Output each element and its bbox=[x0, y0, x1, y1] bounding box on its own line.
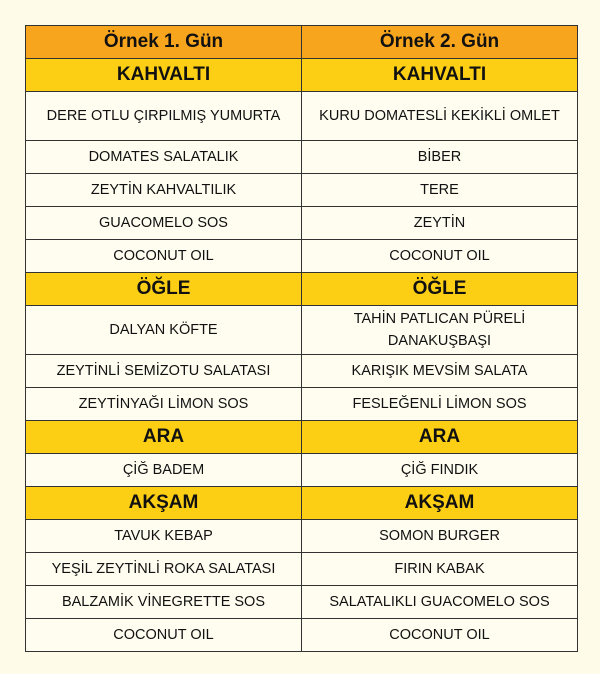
section-title: AKŞAM bbox=[302, 487, 578, 520]
table-row bbox=[26, 306, 578, 355]
table-row bbox=[26, 553, 578, 586]
meal-item: BALZAMİK VİNEGRETTE SOS bbox=[26, 586, 302, 619]
section-title: AKŞAM bbox=[26, 487, 302, 520]
table-row bbox=[26, 619, 578, 652]
section-title: ÖĞLE bbox=[302, 273, 578, 306]
meal-item: FIRIN KABAK bbox=[302, 553, 578, 586]
table-row bbox=[26, 388, 578, 421]
meal-item: DOMATES SALATALIK bbox=[26, 141, 302, 174]
day-2-header: Örnek 2. Gün bbox=[302, 26, 578, 59]
meal-item: TAVUK KEBAP bbox=[26, 520, 302, 553]
meal-item: COCONUT OIL bbox=[26, 240, 302, 273]
meal-item: COCONUT OIL bbox=[302, 240, 578, 273]
meal-item: ZEYTİNLİ SEMİZOTU SALATASI bbox=[26, 355, 302, 388]
table-row bbox=[26, 586, 578, 619]
meal-item: ÇİĞ BADEM bbox=[26, 454, 302, 487]
meal-item: COCONUT OIL bbox=[302, 619, 578, 652]
meal-item: COCONUT OIL bbox=[26, 619, 302, 652]
meal-item: SALATALIKLI GUACOMELO SOS bbox=[302, 586, 578, 619]
section-row-lunch bbox=[26, 273, 578, 306]
meal-plan-table bbox=[25, 25, 578, 652]
meal-item: TAHİN PATLICAN PÜRELİ DANAKUŞBAŞI bbox=[302, 306, 578, 355]
meal-item: ZEYTİN KAHVALTILIK bbox=[26, 174, 302, 207]
section-title: ÖĞLE bbox=[26, 273, 302, 306]
meal-item: TERE bbox=[302, 174, 578, 207]
section-title: ARA bbox=[26, 421, 302, 454]
table-row bbox=[26, 240, 578, 273]
meal-item: KARIŞIK MEVSİM SALATA bbox=[302, 355, 578, 388]
meal-item: ÇİĞ FINDIK bbox=[302, 454, 578, 487]
table-header-row bbox=[26, 26, 578, 59]
meal-item: DERE OTLU ÇIRPILMIŞ YUMURTA bbox=[26, 92, 302, 141]
meal-item: SOMON BURGER bbox=[302, 520, 578, 553]
meal-item: YEŞİL ZEYTİNLİ ROKA SALATASI bbox=[26, 553, 302, 586]
meal-item: GUACOMELO SOS bbox=[26, 207, 302, 240]
table-row bbox=[26, 92, 578, 141]
table-row bbox=[26, 174, 578, 207]
day-1-header: Örnek 1. Gün bbox=[26, 26, 302, 59]
meal-item: BİBER bbox=[302, 141, 578, 174]
meal-item: DALYAN KÖFTE bbox=[26, 306, 302, 355]
table-row bbox=[26, 520, 578, 553]
section-row-breakfast bbox=[26, 59, 578, 92]
meal-item: ZEYTİN bbox=[302, 207, 578, 240]
meal-item: FESLEĞENLİ LİMON SOS bbox=[302, 388, 578, 421]
section-title: KAHVALTI bbox=[302, 59, 578, 92]
meal-item: KURU DOMATESLİ KEKİKLİ OMLET bbox=[302, 92, 578, 141]
table-row bbox=[26, 141, 578, 174]
section-title: KAHVALTI bbox=[26, 59, 302, 92]
table-row bbox=[26, 207, 578, 240]
section-row-snack bbox=[26, 421, 578, 454]
meal-item: ZEYTİNYAĞI LİMON SOS bbox=[26, 388, 302, 421]
section-title: ARA bbox=[302, 421, 578, 454]
section-row-dinner bbox=[26, 487, 578, 520]
table-row bbox=[26, 355, 578, 388]
table-row bbox=[26, 454, 578, 487]
